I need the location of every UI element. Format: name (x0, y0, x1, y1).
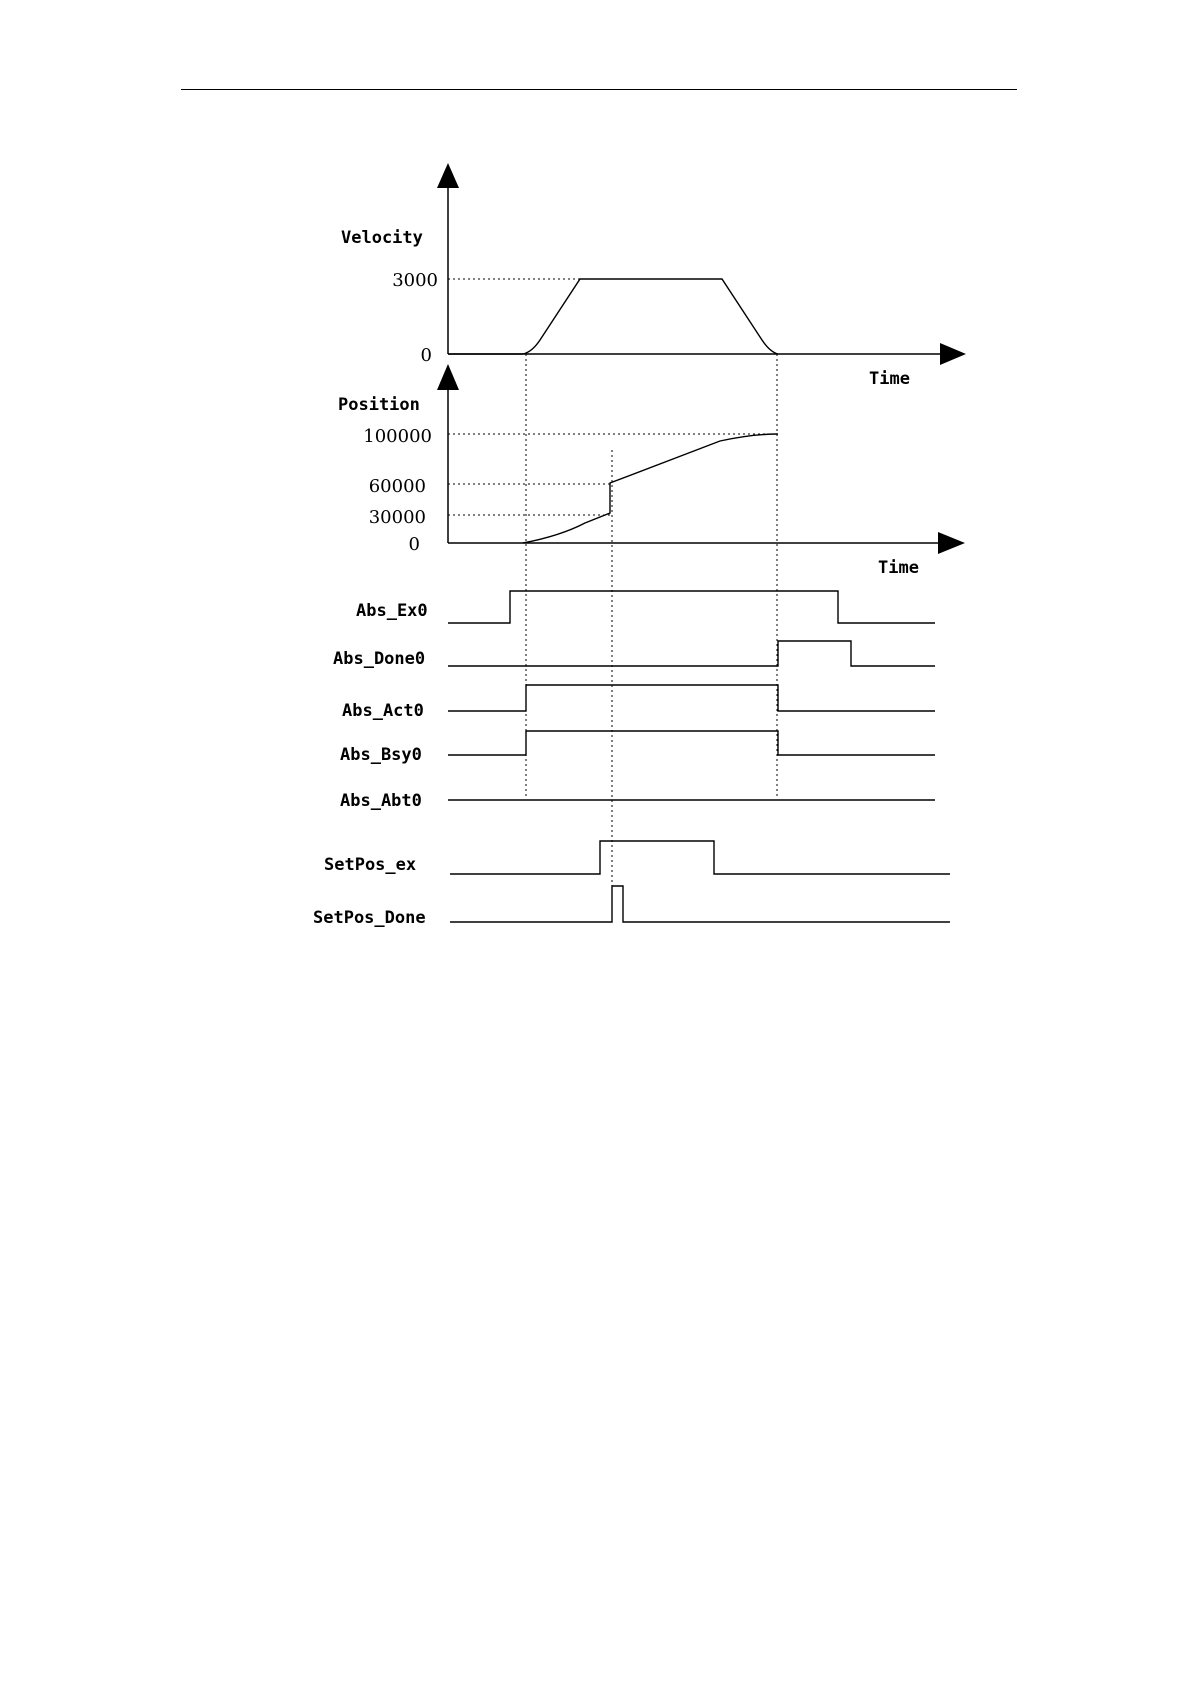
velocity-chart (341, 163, 966, 389)
velocity-tick-3000: 3000 (392, 270, 438, 291)
velocity-profile-curve (448, 279, 778, 354)
signal-wave-abs-done0 (448, 641, 935, 666)
signal-label-abs-act0: Abs_Act0 (342, 701, 424, 721)
signal-wave-abs-act0 (448, 685, 935, 711)
signal-label-abs-abt0: Abs_Abt0 (340, 791, 422, 811)
signal-label-setpos-done: SetPos_Done (313, 908, 426, 928)
position-tick-60000: 60000 (368, 476, 426, 497)
signal-label-abs-ex0: Abs_Ex0 (356, 601, 428, 621)
velocity-tick-0: 0 (420, 345, 432, 366)
position-chart (338, 364, 965, 578)
position-tick-30000: 30000 (368, 507, 426, 528)
position-tick-0: 0 (408, 534, 420, 555)
signal-label-setpos-ex: SetPos_ex (324, 855, 417, 875)
position-y-arrow-icon (437, 364, 459, 390)
signal-waveforms (313, 591, 950, 928)
position-time-label: Time (878, 558, 919, 578)
signal-label-abs-done0: Abs_Done0 (333, 649, 426, 669)
velocity-x-arrow-icon (940, 343, 966, 365)
position-tick-100000: 100000 (363, 426, 432, 447)
position-axis-label: Position (338, 395, 420, 415)
velocity-axis-label: Velocity (341, 228, 423, 248)
velocity-y-arrow-icon (437, 163, 459, 188)
signal-wave-abs-bsy0 (448, 731, 935, 755)
signal-wave-setpos-done (450, 886, 950, 922)
position-x-arrow-icon (938, 532, 965, 554)
signal-wave-abs-ex0 (448, 591, 935, 623)
signal-label-abs-bsy0: Abs_Bsy0 (340, 745, 422, 765)
signal-wave-setpos-ex (450, 841, 950, 874)
velocity-time-label: Time (869, 369, 910, 389)
position-profile-curve (523, 434, 778, 543)
